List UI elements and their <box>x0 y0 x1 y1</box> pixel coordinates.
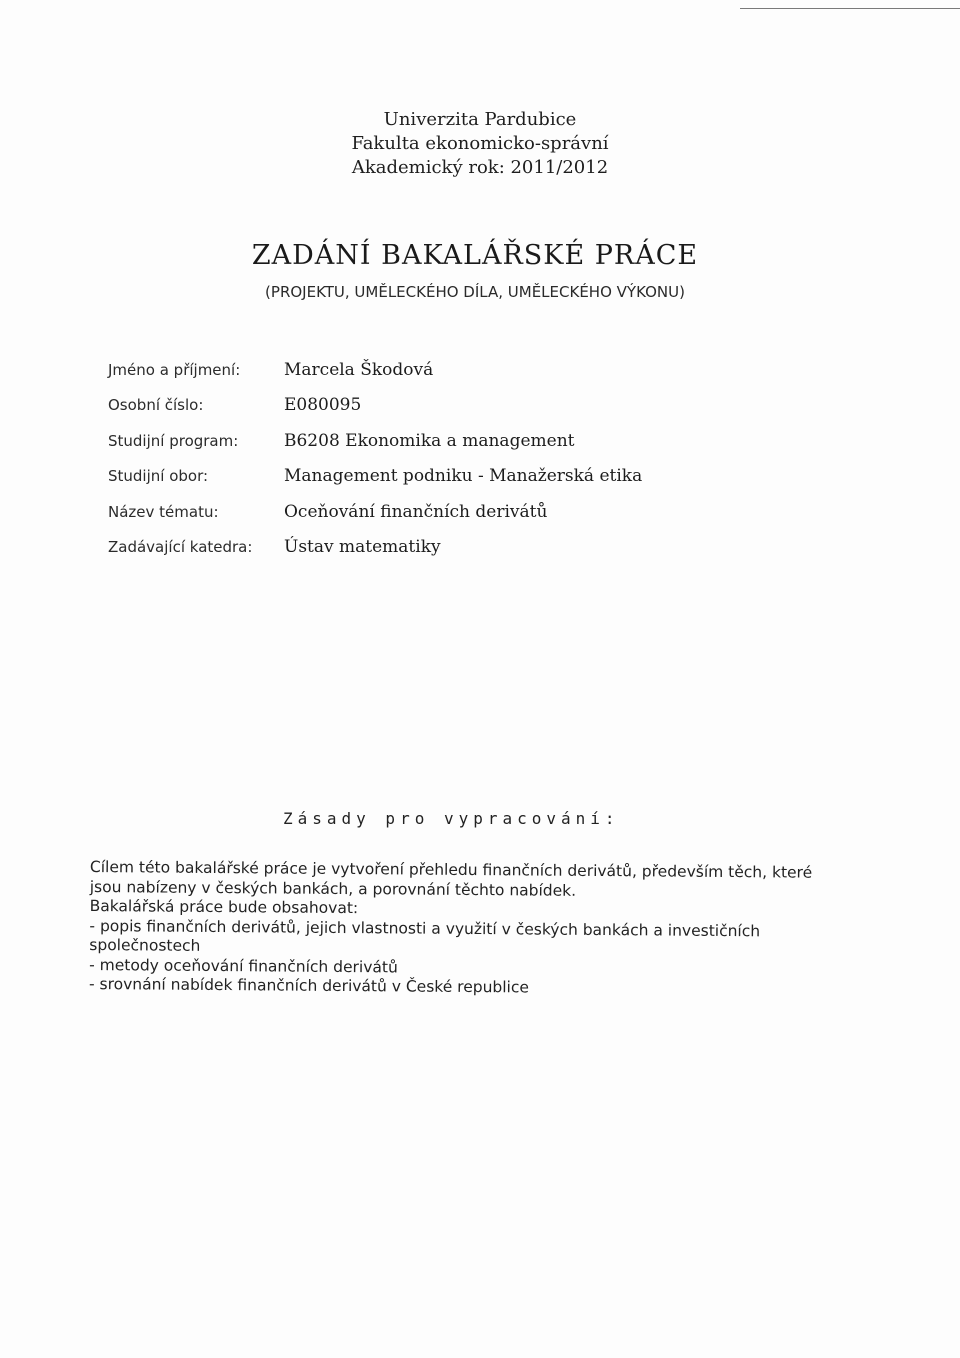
info-row-personal-number <box>108 388 642 424</box>
student-info-table <box>108 352 642 565</box>
body-line: jsou nabízeny v českých bankách, a porovnání těchto nabídek. <box>89 877 577 900</box>
university-name: Univerzita Pardubice <box>383 109 577 130</box>
body-line: Bakalářská práce bude obsahovat: <box>89 896 359 918</box>
scan-edge-line <box>740 8 960 9</box>
info-label: Studijní obor: <box>108 467 209 486</box>
info-value: Oceňování finančních derivátů <box>284 501 548 522</box>
body-line: Cílem této bakalářské práce je vytvoření přehledu finančních derivátů, především těch, které <box>89 858 813 882</box>
faculty-name: Fakulta ekonomicko-správní <box>351 133 609 154</box>
document-subtitle: (PROJEKTU, UMĚLECKÉHO DÍLA, UMĚLECKÉHO VÝKONU) <box>265 283 685 301</box>
info-label: Jméno a příjmení: <box>108 360 241 379</box>
info-label: Název tématu: <box>108 502 219 521</box>
body-line: - srovnání nabídek finančních derivátů v České republice <box>88 974 530 997</box>
info-value: Ústav matematiky <box>284 537 441 558</box>
info-row-name <box>108 352 642 388</box>
info-label: Zadávající katedra: <box>108 538 253 557</box>
info-value: B6208 Ekonomika a management <box>284 430 575 451</box>
document-title: ZADÁNÍ BAKALÁŘSKÉ PRÁCE <box>251 240 699 271</box>
info-label: Studijní program: <box>108 431 239 450</box>
info-row-study-program <box>108 423 642 459</box>
body-line: společnostech <box>89 935 201 955</box>
info-value: E080095 <box>284 395 362 416</box>
assignment-body <box>89 858 850 1000</box>
document-header <box>0 108 960 180</box>
info-row-topic <box>108 494 642 530</box>
info-value: Management podniku - Manažerská etika <box>284 466 643 487</box>
info-value: Marcela Škodová <box>284 359 434 380</box>
info-row-study-field <box>108 459 642 495</box>
section-heading: Zásady pro vypracování: <box>283 809 620 828</box>
info-label: Osobní číslo: <box>108 396 204 415</box>
info-row-department <box>108 530 642 566</box>
body-line: - popis finančních derivátů, jejich vlastnosti a využití v českých bankách a investičních <box>89 916 761 940</box>
body-line: - metody oceňování finančních derivátů <box>89 955 398 976</box>
academic-year: Akademický rok: 2011/2012 <box>351 157 609 178</box>
